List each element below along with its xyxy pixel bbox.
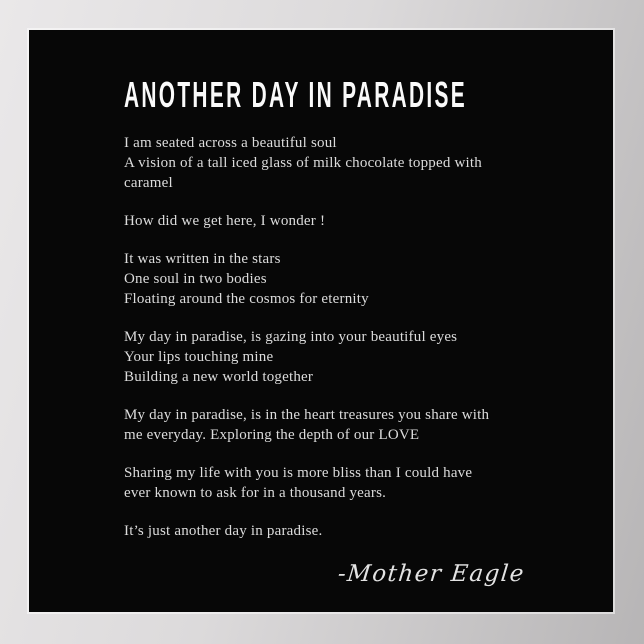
author-signature: -Mother Eagle (336, 561, 527, 587)
poem-line: Your lips touching mine (124, 349, 274, 365)
poem-stanza (124, 211, 525, 231)
poem-stanza (124, 463, 525, 503)
poem-stanza (124, 405, 525, 445)
poem-body (124, 133, 525, 541)
poem-line: My day in paradise, is gazing into your beautiful eyes (124, 329, 458, 345)
poem-stanza (124, 133, 525, 193)
poem-stanza (124, 327, 525, 387)
poem-line: My day in paradise, is in the heart treasures you share with (124, 407, 490, 423)
poem-line: Floating around the cosmos for eternity (124, 291, 369, 307)
poem-line: ever known to ask for in a thousand years. (124, 485, 387, 501)
poem-line: It’s just another day in paradise. (124, 523, 323, 539)
poem-line: Sharing my life with you is more bliss than I could have (124, 465, 473, 481)
signature-row (124, 559, 525, 589)
poem-line: me everyday. Exploring the depth of our LOVE (124, 427, 420, 443)
poem-line: It was written in the stars (124, 251, 281, 267)
poem-line: Building a new world together (124, 369, 314, 385)
poem-poster (29, 30, 613, 612)
poem-line: A vision of a tall iced glass of milk chocolate topped with (124, 155, 482, 171)
poem-line: One soul in two bodies (124, 271, 267, 287)
poem-stanza (124, 521, 525, 541)
poem-line: I am seated across a beautiful soul (124, 135, 337, 151)
poem-line: caramel (124, 175, 173, 191)
poem-title: ANOTHER DAY IN PARADISE (124, 74, 468, 115)
poem-line: How did we get here, I wonder ! (124, 213, 326, 229)
poem-stanza (124, 249, 525, 309)
